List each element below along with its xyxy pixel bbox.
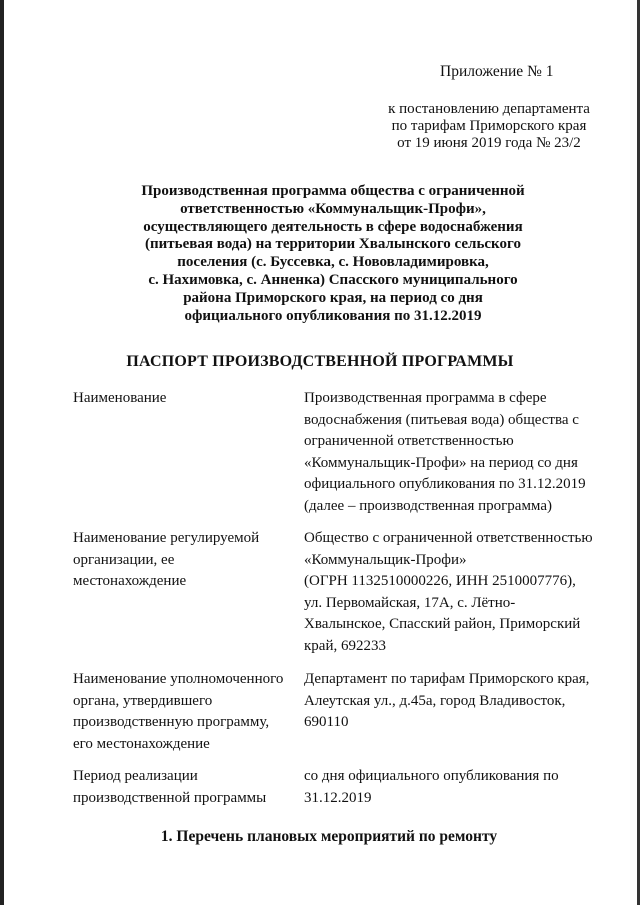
label-line: Период реализации <box>73 768 198 784</box>
passport-row-label-name <box>73 388 166 410</box>
appendix-title: Приложение № 1 <box>440 63 554 80</box>
value-line: (далее – производственная программа) <box>304 497 552 514</box>
value-line: Хвалынское, Спасский район, Приморский <box>304 616 581 632</box>
value-line: 690110 <box>304 714 349 730</box>
value-line: (ОГРН 1132510000226, ИНН 2510007776), <box>304 573 576 589</box>
program-title-line: района Приморского края, на период со дня <box>183 289 483 306</box>
value-line: Алеутская ул., д.45а, город Владивосток, <box>304 692 566 709</box>
program-title-line: осуществляющего деятельность в сфере водоснабжения <box>143 218 523 235</box>
label-line: производственную программу, <box>73 714 270 730</box>
scan-border-left <box>0 0 4 905</box>
value-line: ограниченной ответственностью <box>304 433 514 449</box>
passport-row-label-period <box>73 766 266 809</box>
label-line: организации, ее <box>73 551 175 568</box>
label-line: производственной программы <box>73 789 267 806</box>
label-line: органа, утвердившего <box>73 692 213 709</box>
value-line: Общество с ограниченной ответственностью <box>304 530 593 546</box>
section-heading: 1. Перечень плановых мероприятий по ремонту <box>160 828 498 845</box>
program-title-line: ответственностью «Коммунальщик-Профи», <box>180 200 486 217</box>
value-line: «Коммунальщик-Профи» <box>304 551 467 568</box>
program-title-line: (питьевая вода) на территории Хвалынского сельского <box>145 236 521 253</box>
value-line: со дня официального опубликования по <box>304 768 559 784</box>
appendix-reference <box>380 101 598 152</box>
program-title-line: Производственная программа общества с ограниченной <box>141 183 525 199</box>
passport-row-value-name <box>304 388 586 517</box>
appendix-ref-line: по тарифам Приморского края <box>391 118 587 134</box>
label-line: его местонахождение <box>73 735 210 752</box>
passport-heading: ПАСПОРТ ПРОИЗВОДСТВЕННОЙ ПРОГРАММЫ <box>126 353 514 370</box>
label-line: Наименование регулируемой <box>73 530 260 546</box>
program-title-line: официального опубликования по 31.12.2019 <box>184 307 482 324</box>
value-line: водоснабжения (питьевая вода) общества с <box>304 411 579 428</box>
passport-row-value-period <box>304 766 559 809</box>
program-title-line: поселения (с. Буссевка, с. Нововладимировка, <box>177 254 489 271</box>
passport-row-label-authority <box>73 669 283 755</box>
value-line: Департамент по тарифам Приморского края, <box>304 671 590 687</box>
passport-row-value-organization <box>304 528 593 657</box>
passport-row-label-organization <box>73 528 259 593</box>
value-line: Производственная программа в сфере <box>304 390 547 406</box>
program-title-line: с. Нахимовка, с. Анненка) Спасского муниципального <box>148 271 518 288</box>
value-line: 31.12.2019 <box>304 789 372 806</box>
program-title <box>118 183 548 325</box>
passport-row-value-authority <box>304 669 589 734</box>
label-line: Наименование уполномоченного <box>73 671 284 687</box>
value-line: официального опубликования по 31.12.2019 <box>304 476 586 492</box>
appendix-ref-line: к постановлению департамента <box>388 101 590 117</box>
value-line: «Коммунальщик-Профи» на период со дня <box>304 454 578 471</box>
appendix-ref-line: от 19 июня 2019 года № 23/2 <box>397 135 581 151</box>
label-line: Наименование <box>73 390 167 406</box>
label-line: местонахождение <box>73 573 187 589</box>
value-line: край, 692233 <box>304 637 386 654</box>
value-line: ул. Первомайская, 17А, с. Лётно- <box>304 594 516 611</box>
